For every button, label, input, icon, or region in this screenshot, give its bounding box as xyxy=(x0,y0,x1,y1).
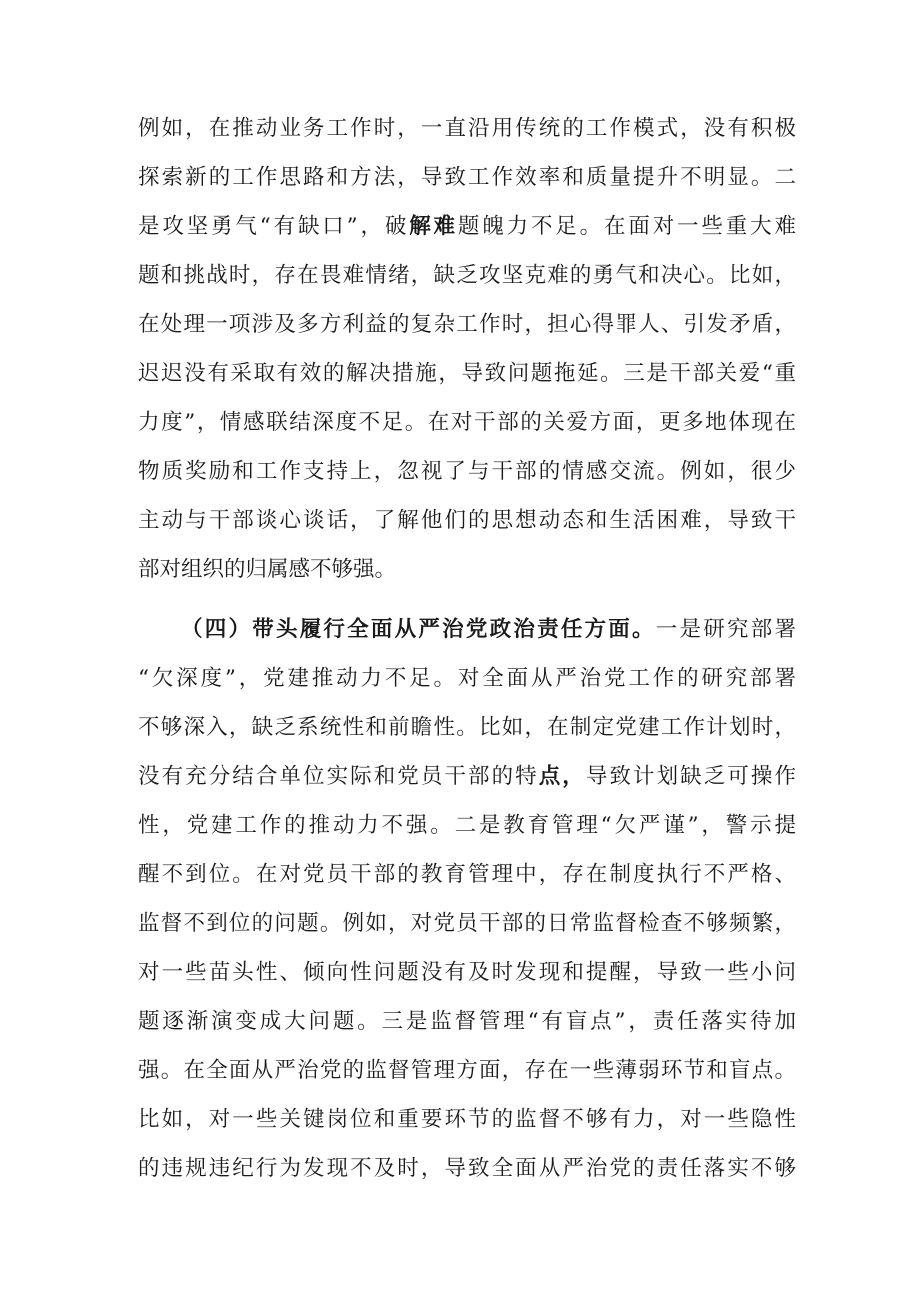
text-line: 不够深入，缺乏系统性和前瞻性。比如，在制定党建工作计划时， xyxy=(138,715,796,740)
text-line: 物质奖励和工作支持上，忽视了与干部的情感交流。例如，很少 xyxy=(138,459,796,484)
text-line: “欠深度”，党建推动力不足。对全面从严治党工作的研究部署 xyxy=(138,666,796,691)
text-line: 醒不到位。在对党员干部的教育管理中，存在制度执行不严格、 xyxy=(138,862,796,887)
bold-text: 点， xyxy=(538,764,586,789)
text-line: 性，党建工作的推动力不强。二是教育管理“欠严谨”，警示提 xyxy=(138,813,796,838)
text-line: 对一些苗头性、倾向性问题没有及时发现和提醒，导致一些小问 xyxy=(138,960,796,985)
text-line: 题逐渐演变成大问题。三是监督管理“有盲点”，责任落实待加 xyxy=(138,1009,796,1034)
text-line: 探索新的工作思路和方法，导致工作效率和质量提升不明显。二 xyxy=(138,165,796,190)
section-heading-line: （四）带头履行全面从严治党政治责任方面。一是研究部署 xyxy=(181,617,796,642)
text-line: 主动与干部谈心谈话，了解他们的思想动态和生活困难，导致干 xyxy=(138,508,796,533)
text-line: 在处理一项涉及多方利益的复杂工作时，担心得罪人、引发矛盾， xyxy=(138,312,796,337)
text-line: 题和挑战时，存在畏难情绪，缺乏攻坚克难的勇气和决心。比如， xyxy=(138,263,796,288)
text-line: 力度”，情感联结深度不足。在对干部的关爱方面，更多地体现在 xyxy=(138,410,796,435)
text-line: 没有充分结合单位实际和党员干部的特点，导致计划缺乏可操作 xyxy=(138,764,796,789)
paragraph-continuation xyxy=(138,104,796,594)
text-line: 例如，在推动业务工作时，一直沿用传统的工作模式，没有积极 xyxy=(138,116,796,141)
text-line: 监督不到位的问题。例如，对党员干部的日常监督检查不够频繁， xyxy=(138,911,796,936)
text-line: 比如，对一些关键岗位和重要环节的监督不够有力，对一些隐性 xyxy=(138,1107,796,1132)
section-heading: （四）带头履行全面从严治党政治责任方面。 xyxy=(181,617,656,642)
text-line: 强。在全面从严治党的监督管理方面，存在一些薄弱环节和盲点。 xyxy=(138,1058,796,1083)
paragraph-section-four xyxy=(138,605,796,1193)
text-line: 部对组织的归属感不够强。 xyxy=(138,557,397,582)
bold-text: 解难 xyxy=(409,214,458,239)
text-line: 的违规违纪行为发现不及时，导致全面从严治党的责任落实不够 xyxy=(138,1156,796,1181)
text-line: 是攻坚勇气“有缺口”，破解难题魄力不足。在面对一些重大难 xyxy=(138,214,796,239)
text-line: 迟迟没有采取有效的解决措施，导致问题拖延。三是干部关爱“重 xyxy=(138,361,796,386)
